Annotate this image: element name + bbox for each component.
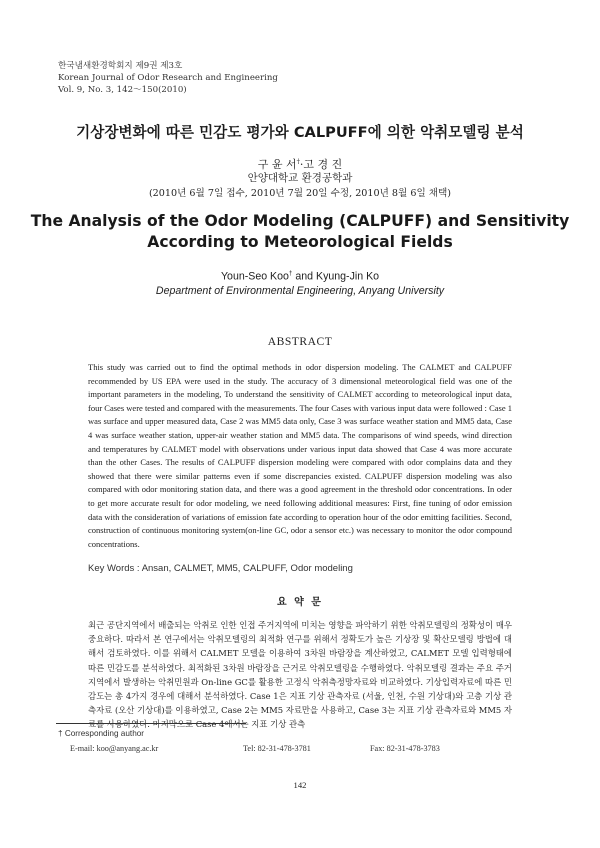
affiliation-ko: 안양대학교 환경공학과 (247, 172, 353, 184)
title-en-line2: According to Meteorological Fields (147, 233, 453, 251)
keywords (88, 563, 353, 574)
title-en (0, 211, 600, 253)
author-en-first: Youn-Seo Koo (220, 270, 289, 283)
dagger-mark: † (296, 157, 300, 166)
ko-abstract-heading: 요 약 문 (277, 597, 323, 608)
title-ko: 기상장변화에 따른 민감도 평가와 CALPUFF에 의한 악취모델링 분석 (76, 124, 524, 141)
ko-abstract-body: 최근 공단지역에서 배출되는 악취로 인한 인접 주거지역에 미치는 영향을 파악하기 위한 악취모델링의 정확성이 매우 중요하다. 따라서 본 연구에서는 악취모델링의 최적화 연구를 위해서 정확도가 높은 기상장 및 확산모델링 방법에 대해서 검토하였다. 이를 위해서 CALMET 모델을 이용하여 3차원 바람장을 계산하였고, CALMET 모델 입력형태에 따른 민감도를 분석하였다. 최적화된 3차원 바람장을 근거로 악취모델링을 수행하였다. 악취모델링 결과는 주요 주거지역에서 발생하는 악취민원과 On-line GC를 활용한 고정식 악취측정망자료와 비교하였다. 기상입력자료에 따른 민감도는 총 4가지 경우에 대해서 분석하였다. Case 1은 지표 기상 관측자료 (서울, 인천, 수원 기상대)와 고층 기상 관측자료 (오산 기상대)를 이용하였고, Case 2는 MM5 자료만을 사용하고, Case 3는 지표 기상 관측자료와 MM5 자료를 사용하였다. 마지막으로 Case 4에서는 지표 기상 관측 (88, 620, 512, 730)
footnote: † Corresponding author (58, 729, 145, 738)
affiliation-en: Department of Environmental Engineering, Anyang University (155, 285, 445, 297)
journal-name-en: Korean Journal of Odor Research and Engineering (58, 73, 278, 83)
contact-tel: Tel: 82-31-478-3781 (243, 744, 311, 753)
abstract-heading: ABSTRACT (267, 335, 333, 348)
dates-ko: (2010년 6월 7일 접수, 2010년 7월 20일 수정, 2010년 8월 6일 채택) (148, 188, 452, 199)
author-separator: · (299, 158, 304, 171)
keywords-label: Key Words : (88, 563, 142, 574)
footnote-divider (56, 723, 246, 724)
author-ko-second: 고 경 진 (303, 158, 343, 171)
journal-volume: Vol. 9, No. 3, 142～150(2010) (58, 85, 187, 95)
journal-header (58, 60, 278, 96)
author-en-rest: and Kyung-Jin Ko (292, 270, 380, 283)
page-number: 142 (293, 780, 307, 790)
author-ko-first: 구 윤 서 (257, 158, 297, 171)
keywords-list: Ansan, CALMET, MM5, CALPUFF, Odor modeling (141, 563, 353, 574)
contact-fax: Fax: 82-31-478-3783 (370, 744, 440, 753)
abstract-body: This study was carried out to find the optimal methods in odor dispersion modeling. The CALMET and CALPUFF recommended by US EPA were used in the study. The accuracy of 3 dimensional meteorological field was one of the important parameters in the modeling, To understand the sensitivity of CALMET according to meteorological input data, four Cases were tested and compared with the measurements. The four Cases with various input data were followed : Case 1 was surface and upper measured data, Case 2 was MM5 data only, Case 3 was surface weather station and MM5 data, Case 4 was surface weather station, upper-air weather station and MM5 data. The comparisons of wind speeds, wind direction and temperatures by CALMET model with observations under various input data showed that Case 4 was more accurate than the other Cases. The results of CALPUFF dispersion modeling were compared with odor complains data and they showed that there were similar patterns even if some discrepancies existed. CALPUFF dispersion modeling was also compared with odor monitoring station data, and there was a good agreement in the threshold odor concentrations. In oder to get more accurate result for odor modeling, we need following additional measures: First, fine tuning of odor emission data with the consideration of variations of emission fate according to operation hour of the odor emitting facilities. Second, construction of continuous monitoring system(on-line GC, odor a sensor etc.) was necessary to monitor the odor compound concentrations. (88, 362, 512, 549)
journal-name-ko: 한국냄새환경학회지 제9권 제3호 (58, 61, 183, 71)
authors-en (0, 270, 600, 283)
title-en-line1: The Analysis of the Odor Modeling (CALPUFF) and Sensitivity (30, 212, 570, 230)
contact-email: E-mail: koo@anyang.ac.kr (70, 744, 159, 753)
dagger-mark-en: † (288, 270, 293, 277)
